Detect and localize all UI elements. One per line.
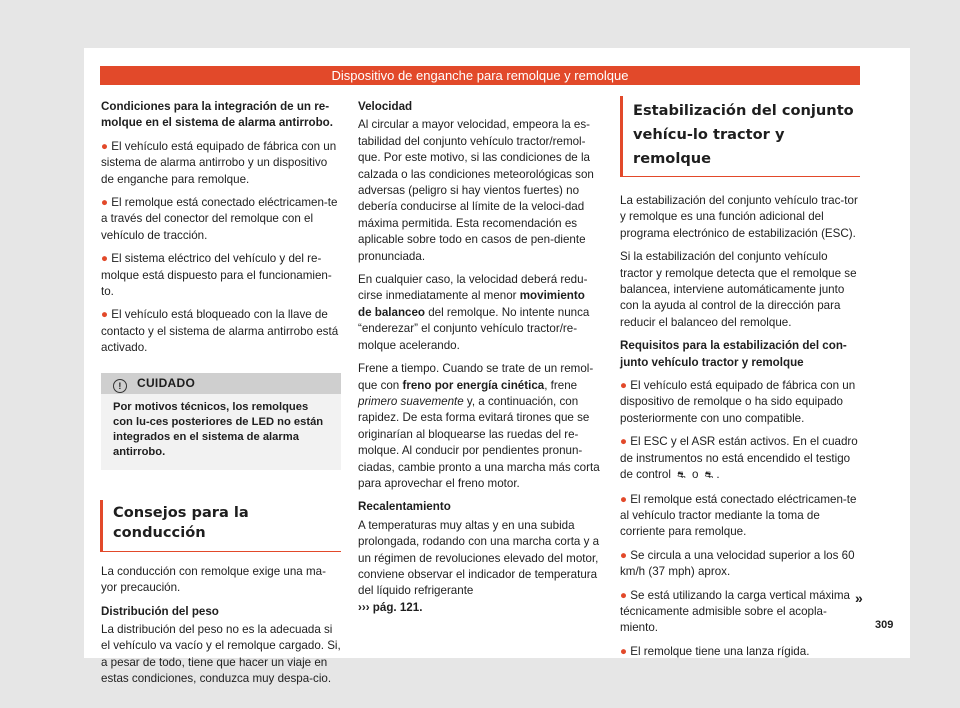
bullet-icon: ● — [620, 548, 628, 562]
list-item: ● El ESC y el ASR están activos. En el cuadro de instrumentos no está encendido el testigo de control ⛐ o ⛐ . — [620, 434, 860, 484]
driving-intro: La conducción con remolque exige una ma-yor precaución. — [101, 564, 326, 595]
list-item: ● El remolque está conectado eléctricamen-te al vehículo tractor mediante la toma de corriente para remolque. — [620, 492, 857, 539]
esc-off-icon: ⛐ — [704, 470, 714, 482]
list-item: ● El vehículo está equipado de fábrica con un sistema de alarma antirrobo y un dispositivo de enganche para remolque. — [101, 139, 337, 186]
column-left — [101, 99, 341, 695]
page-number: 309 — [875, 619, 894, 631]
stabilization-intro: La estabilización del conjunto vehículo trac-tor y remolque es una función adicional del programa electrónico de estabilización (ESC). — [620, 194, 858, 240]
weight-heading: Distribución del peso — [101, 604, 219, 618]
bullet-icon: ● — [620, 588, 628, 602]
page-reference-link[interactable]: ››› pág. 121. — [358, 600, 423, 614]
speed-text: Al circular a mayor velocidad, empeora la es-tabilidad del conjunto vehículo tractor/remol-que. Por este motivo, si las condiciones de la calzada o las condiciones meteorológicas son adversas (peligro si hay vientos fuertes) no debería conducirse al límite de la veloci-dad máxima permitida. Esta recomendación es aplicable sobre todo en casos de pen-diente pronunciada. — [358, 118, 594, 263]
list-item: ● El remolque está conectado eléctricamen-te a través del conector del remolque con el vehículo de tracción. — [101, 196, 338, 242]
list-item: ● El remolque tiene una lanza rígida. — [620, 644, 810, 658]
bullet-icon: ● — [101, 139, 109, 153]
continue-icon: » — [855, 590, 863, 606]
list-item: ● El vehículo está bloqueado con la llave de contacto y el sistema de alarma antirrobo está activado. — [101, 308, 339, 355]
alarm-conditions-heading: Condiciones para la integración de un re-molque en el sistema de alarma antirrobo. — [101, 100, 333, 130]
warning-title: CUIDADO — [137, 375, 196, 390]
list-item: ● Se está utilizando la carga vertical máxima técnicamente admisible sobre el acopla-miento. — [620, 588, 850, 635]
warning-header — [101, 373, 341, 394]
info-icon: ! — [113, 379, 127, 393]
warning-box — [101, 373, 341, 470]
bullet-icon: ● — [101, 252, 109, 266]
brake-text: Frene a tiempo. Cuando se trate de un remol-que con freno por energía cinética, frene primero suavemente y, a continuación, con rapidez. De esta forma evitará tirones que se originarían al bloquearse las ruedas del re-molque. Al conducir por pendientes pronun-ciadas, cambie pronto a una marcha más corta para aprovechar el freno motor. — [358, 362, 600, 490]
bullet-icon: ● — [620, 644, 628, 658]
weight-text: La distribución del peso no es la adecuada si el vehículo va vacío y el remolque cargado. Si, a pesar de todo, tiene que hacer un viaje en estas condiciones, conduzca muy despa-cio. — [101, 622, 341, 686]
bullet-icon: ● — [620, 492, 628, 506]
column-right — [620, 96, 860, 667]
stabilization-text: Si la estabilización del conjunto vehículo tractor y remolque detecta que el remolque se balancea, interviene automáticamente junto con la ayuda al control de la dirección para reducir el balanceo del remolque. — [620, 250, 857, 329]
bullet-icon: ● — [101, 308, 109, 322]
section-title-driving-tips: Consejos para la conducción — [100, 500, 341, 552]
esc-warning-icon: ⛐ — [677, 470, 686, 482]
bullet-icon: ● — [620, 379, 628, 393]
column-middle — [358, 99, 600, 623]
bullet-icon: ● — [101, 196, 109, 210]
overheat-heading: Recalentamiento — [358, 500, 451, 514]
speed-heading: Velocidad — [358, 100, 413, 113]
page-header-title: Dispositivo de enganche para remolque y remolque — [100, 66, 860, 85]
warning-text: Por motivos técnicos, los remolques con lu-ces posteriores de LED no están integrados en el sistema de alarma antirrobo. — [113, 400, 324, 458]
list-item: ● Se circula a una velocidad superior a los 60 km/h (37 mph) aprox. — [620, 548, 855, 579]
list-item: ● El sistema eléctrico del vehículo y del re-molque está dispuesto para el funcionamien-to. — [101, 252, 332, 299]
overheat-text: A temperaturas muy altas y en una subida prolongada, rodando con una marcha corta y a un régimen de revoluciones elevado del motor, conviene observar el indicador de temperatura del líquido refrigerante ››› pág. 121. — [358, 518, 600, 614]
list-item: ● El vehículo está equipado de fábrica con un dispositivo de remolque o ha sido equipado posteriormente con uno compatible. — [620, 379, 856, 425]
bullet-icon: ● — [620, 435, 628, 449]
section-title-stabilization: Estabilización del conjunto vehícu-lo tractor y remolque — [620, 96, 860, 177]
sway-text: En cualquier caso, la velocidad deberá redu-cirse inmediatamente al menor movimiento de balanceo del remolque. No intente nunca “enderezar” el conjunto vehículo tractor/re-molque acelerando. — [358, 273, 590, 352]
requirements-heading: Requisitos para la estabilización del con-junto vehículo tractor y remolque — [620, 339, 847, 369]
